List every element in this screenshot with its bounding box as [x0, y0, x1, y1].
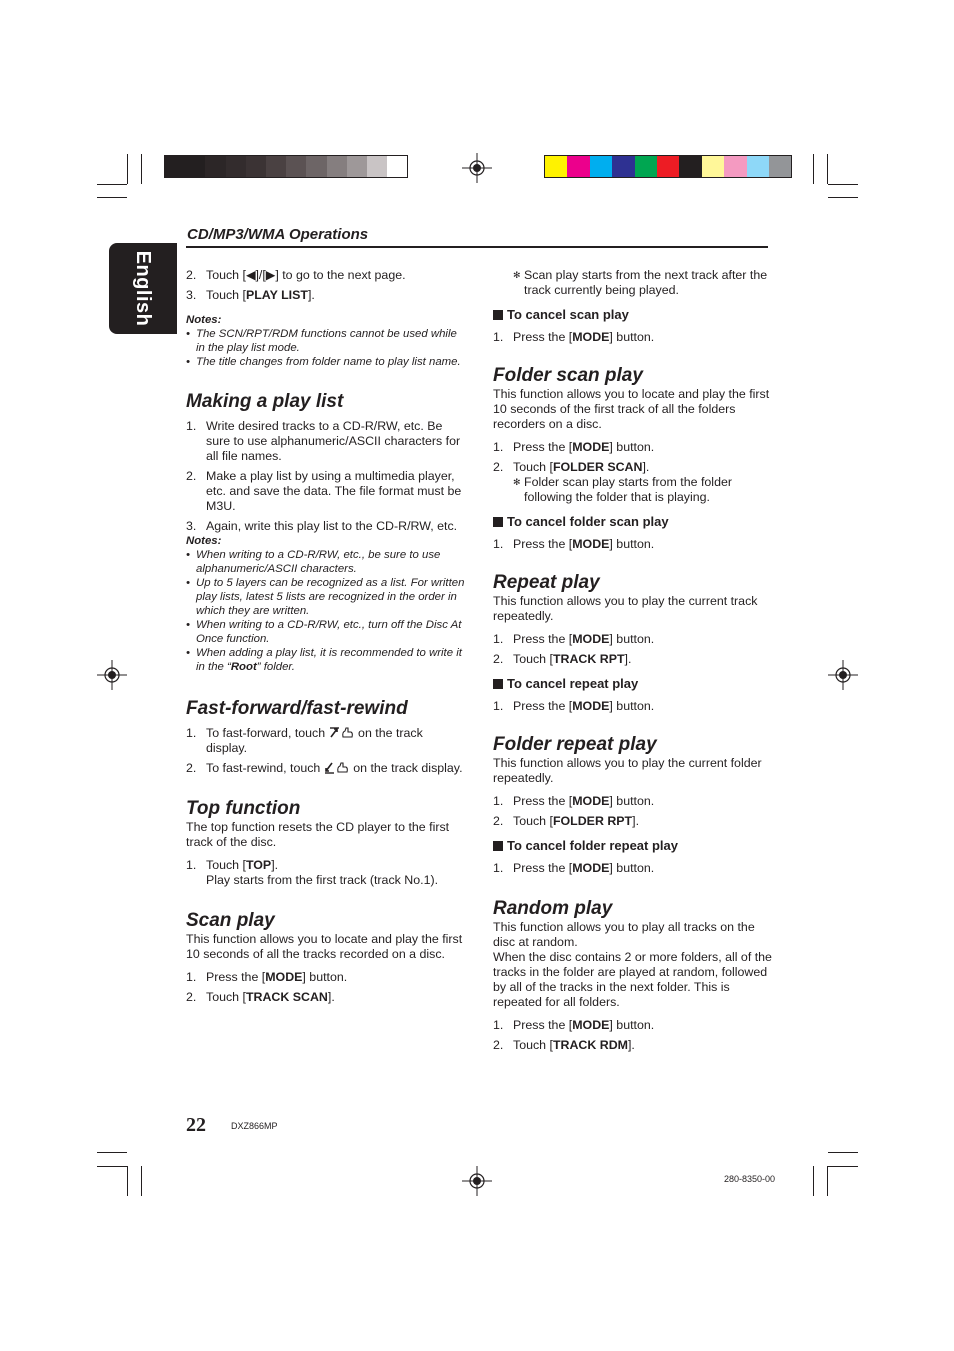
- notes-label: Notes:: [186, 535, 222, 547]
- subheading: To cancel scan play: [493, 307, 773, 323]
- registration-mark-icon: [462, 153, 492, 183]
- list-item: 2. To fast-rewind, touch on the track display.: [186, 761, 463, 775]
- list-item: 2. Touch [◀]/[▶] to go to the next page.: [186, 268, 406, 282]
- color-swatch: [286, 156, 306, 177]
- color-swatch: [657, 156, 679, 177]
- color-swatch: [724, 156, 746, 177]
- note-item: ✻ Scan play starts from the next track after the track currently being played.: [513, 268, 768, 297]
- color-swatch: [747, 156, 769, 177]
- heading-making-play-list: Making a play list: [186, 391, 344, 412]
- paragraph: When the disc contains 2 or more folders, all of the tracks in the folder are played at random, followed by all of the tracks in the next folder. This is repeated for all folders.: [493, 950, 772, 1009]
- list-item: 2. Touch [FOLDER SCAN].: [493, 460, 650, 474]
- color-swatch: [702, 156, 724, 177]
- note-item: • Up to 5 layers can be recognized as a list. For written play lists, latest 5 lists are recognized in the order in which they are written.: [186, 577, 465, 617]
- list-item: 1. Press the [MODE] button.: [186, 970, 348, 984]
- language-tab: [109, 243, 177, 334]
- heading-scan-play: Scan play: [186, 910, 275, 931]
- color-swatch: [266, 156, 286, 177]
- list-item: 1. Press the [MODE] button.: [493, 1018, 655, 1032]
- registration-mark-icon: [828, 660, 858, 690]
- document-code: 280-8350-00: [724, 1174, 776, 1184]
- fast-rewind-touch-icon: [324, 761, 350, 774]
- color-swatch: [226, 156, 246, 177]
- list-item: 1. Write desired tracks to a CD-R/RW, etc. Be sure to use alphanumeric/ASCII characters for all file names.: [186, 419, 461, 463]
- note-item: • When writing to a CD-R/RW, etc., turn off the Disc At Once function.: [186, 619, 462, 645]
- note-item: • When adding a play list, it is recommended to write it in the “Root” folder.: [186, 647, 462, 673]
- model-number: DXZ866MP: [231, 1121, 278, 1131]
- note-item: • The title changes from folder name to play list name.: [186, 356, 461, 368]
- color-swatch: [306, 156, 326, 177]
- registration-mark-icon: [462, 1166, 492, 1196]
- right-column: [493, 268, 773, 1053]
- paragraph: This function allows you to play the current track repeatedly.: [493, 594, 758, 623]
- list-item: 1. To fast-forward, touch on the track display.: [186, 726, 423, 755]
- list-item: 3. Again, write this play list to the CD-R/RW, etc.: [186, 519, 458, 533]
- color-swatch: [635, 156, 657, 177]
- registration-mark-icon: [97, 660, 127, 690]
- section-title: CD/MP3/WMA Operations: [187, 226, 369, 243]
- header-rule: [186, 246, 768, 248]
- color-swatch: [612, 156, 634, 177]
- list-item: 1. Press the [MODE] button.: [493, 861, 655, 875]
- heading-fast-forward: Fast-forward/fast-rewind: [186, 698, 408, 719]
- paragraph: The top function resets the CD player to the first track of the disc.: [186, 820, 450, 849]
- color-swatch: [185, 156, 205, 177]
- page-arrow-icons: ◀]/[▶: [245, 268, 276, 282]
- color-swatch: [545, 156, 567, 177]
- paragraph: This function allows you to locate and play the first 10 seconds of the first track of all the folders recorders on a disc.: [493, 387, 770, 431]
- color-swatch: [347, 156, 367, 177]
- color-swatch: [205, 156, 225, 177]
- subheading: To cancel folder scan play: [493, 514, 773, 530]
- list-item: 1. Press the [MODE] button.: [493, 699, 655, 713]
- list-item: 1. Press the [MODE] button.: [493, 440, 655, 454]
- fast-forward-touch-icon: [329, 726, 355, 739]
- page-number: 22: [186, 1114, 206, 1136]
- notes-label: Notes:: [186, 314, 222, 326]
- heading-folder-scan: Folder scan play: [493, 365, 643, 386]
- color-swatch: [327, 156, 347, 177]
- heading-repeat-play: Repeat play: [493, 572, 600, 593]
- color-swatch: [246, 156, 266, 177]
- note-item: ✻ Folder scan play starts from the folder following the folder that is playing.: [513, 475, 732, 504]
- heading-top-function: Top function: [186, 798, 301, 819]
- color-swatch: [367, 156, 387, 177]
- list-item: 1. Press the [MODE] button.: [493, 632, 655, 646]
- color-swatch: [679, 156, 701, 177]
- list-item: 2. Make a play list by using a multimedia player, etc. and save the data. The file format must be M3U.: [186, 469, 462, 513]
- color-bar: [544, 155, 792, 178]
- list-item: 1. Touch [TOP]. Play starts from the first track (track No.1).: [186, 858, 439, 887]
- grayscale-bar: [164, 155, 408, 178]
- color-swatch: [387, 156, 407, 177]
- heading-folder-repeat: Folder repeat play: [493, 734, 657, 755]
- language-tab-label: English: [132, 250, 154, 327]
- heading-random-play: Random play: [493, 898, 613, 919]
- color-swatch: [567, 156, 589, 177]
- color-swatch: [590, 156, 612, 177]
- note-item: • When writing to a CD-R/RW, etc., be sure to use alphanumeric/ASCII characters.: [186, 549, 441, 575]
- left-column: [186, 268, 466, 1005]
- list-item: 2. Touch [TRACK RPT].: [493, 652, 632, 666]
- note-item: • The SCN/RPT/RDM functions cannot be used while in the play list mode.: [186, 328, 457, 354]
- list-item: 2. Touch [TRACK SCAN].: [186, 990, 335, 1004]
- paragraph: This function allows you to play the current folder repeatedly.: [493, 756, 762, 785]
- paragraph: This function allows you to play all tracks on the disc at random.: [493, 920, 755, 949]
- paragraph: This function allows you to locate and play the first 10 seconds of all the tracks recorded on a disc.: [186, 932, 463, 961]
- list-item: 1. Press the [MODE] button.: [493, 537, 655, 551]
- list-item: 2. Touch [FOLDER RPT].: [493, 814, 640, 828]
- color-swatch: [165, 156, 185, 177]
- list-item: 1. Press the [MODE] button.: [493, 330, 655, 344]
- color-swatch: [769, 156, 791, 177]
- list-item: 2. Touch [TRACK RDM].: [493, 1038, 635, 1052]
- subheading: To cancel folder repeat play: [493, 838, 773, 854]
- list-item: 3. Touch [PLAY LIST].: [186, 288, 315, 302]
- list-item: 1. Press the [MODE] button.: [493, 794, 655, 808]
- subheading: To cancel repeat play: [493, 676, 773, 692]
